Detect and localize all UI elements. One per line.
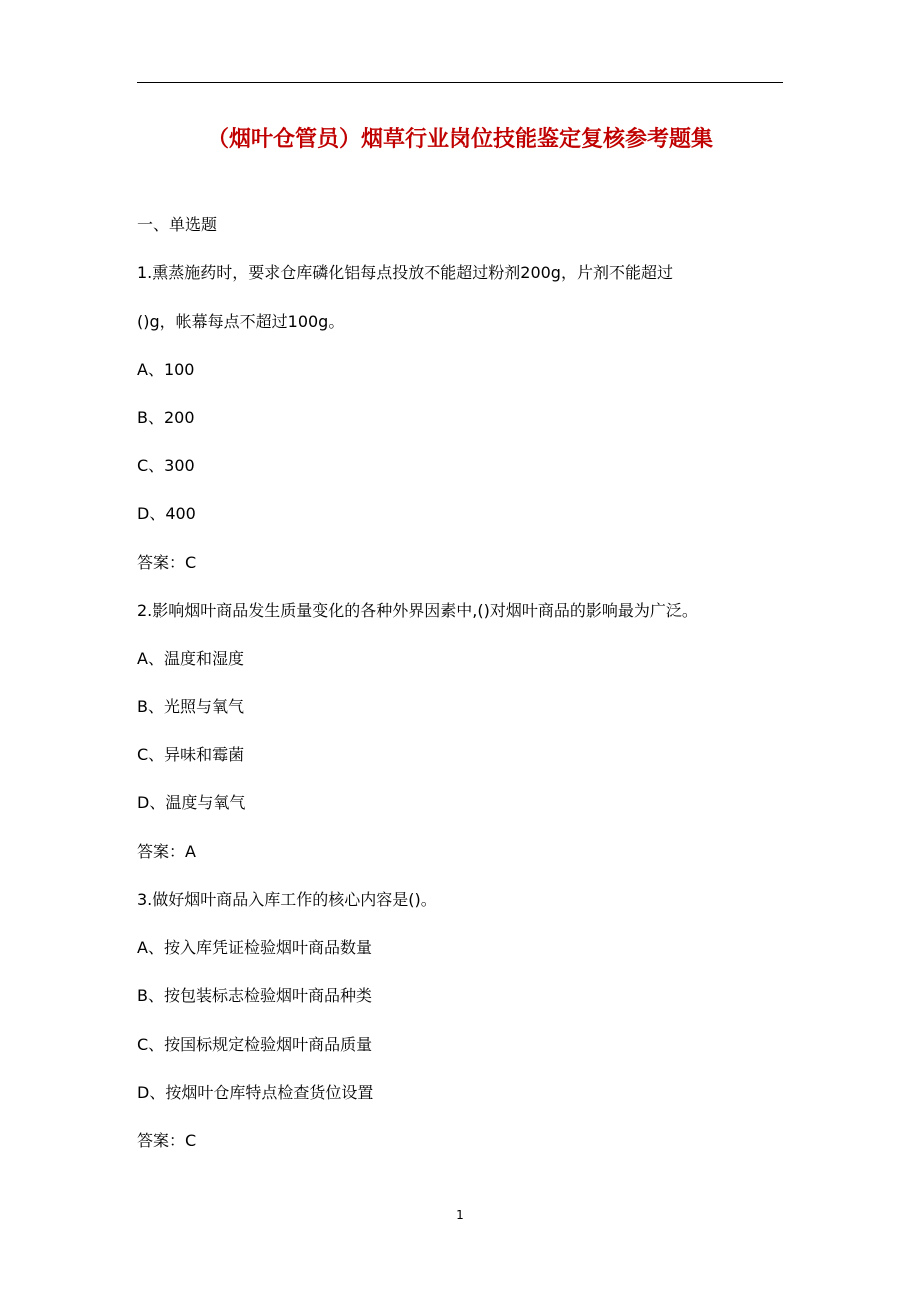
question-2-stem: 2.影响烟叶商品发生质量变化的各种外界因素中,()对烟叶商品的影响最为广泛。 bbox=[137, 601, 698, 620]
question-1-option-b: B、200 bbox=[137, 408, 195, 427]
question-1-answer: 答案：C bbox=[137, 553, 197, 572]
question-2-option-b: B、光照与氧气 bbox=[137, 697, 244, 716]
question-1-option-d: D、400 bbox=[137, 504, 196, 523]
question-2-option-d: D、温度与氧气 bbox=[137, 793, 246, 812]
page-number: 1 bbox=[456, 1208, 464, 1222]
question-3-option-a: A、按入库凭证检验烟叶商品数量 bbox=[137, 938, 372, 957]
question-1-stem-line2: ()g，帐幕每点不超过100g。 bbox=[137, 312, 345, 331]
question-1-option-c: C、300 bbox=[137, 456, 195, 475]
question-3-answer: 答案：C bbox=[137, 1131, 197, 1150]
question-3-option-c: C、按国标规定检验烟叶商品质量 bbox=[137, 1035, 373, 1054]
question-3-stem: 3.做好烟叶商品入库工作的核心内容是()。 bbox=[137, 890, 437, 909]
question-3-option-b: B、按包装标志检验烟叶商品种类 bbox=[137, 986, 372, 1005]
question-1-option-a: A、100 bbox=[137, 360, 195, 379]
question-3-option-d: D、按烟叶仓库特点检查货位设置 bbox=[137, 1083, 374, 1102]
question-1-stem-line1: 1.熏蒸施药时，要求仓库磷化铝每点投放不能超过粉剂200g，片剂不能超过 bbox=[137, 263, 673, 282]
document-title: （烟叶仓管员）烟草行业岗位技能鉴定复核参考题集 bbox=[206, 127, 713, 152]
header-rule bbox=[137, 82, 783, 83]
question-2-answer: 答案：A bbox=[137, 842, 196, 861]
section-heading: 一、单选题 bbox=[137, 215, 218, 234]
question-2-option-c: C、异味和霉菌 bbox=[137, 745, 245, 764]
question-2-option-a: A、温度和湿度 bbox=[137, 649, 244, 668]
